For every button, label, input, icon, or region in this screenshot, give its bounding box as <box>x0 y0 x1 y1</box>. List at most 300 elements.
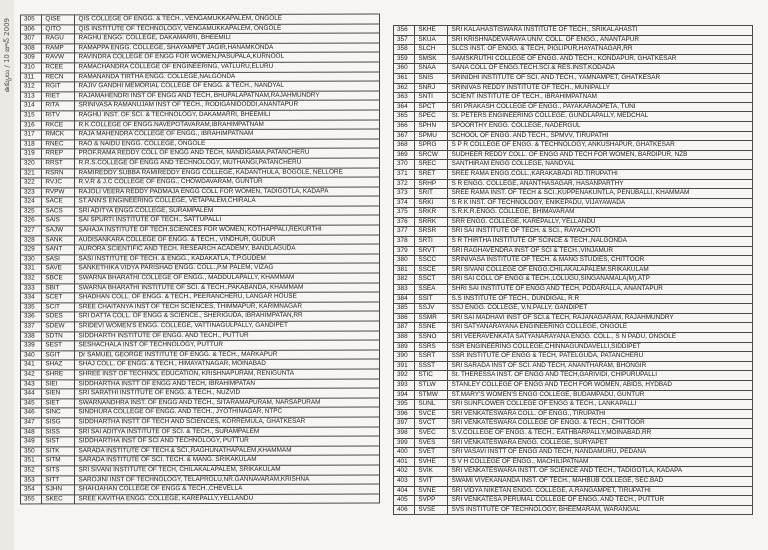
serial-number-cell: 319 <box>21 149 42 159</box>
college-code-cell: SSNO <box>415 333 448 343</box>
college-name-cell: SRI PRAKASH COLLEGE OF ENGG., PAYAKARAOPETA, TUNI <box>448 102 753 112</box>
college-code-cell: SVIK <box>415 467 448 477</box>
college-list-left <box>20 14 380 505</box>
college-name-cell: SRI VENKATESWARA COLL. OF ENGG., TIRUPATHI <box>448 409 753 419</box>
college-name-cell: SANA COLL OF ENGG.TECH.SCI.& RES.INST.KODADA <box>448 64 753 74</box>
serial-number-cell: 348 <box>21 427 42 437</box>
serial-number-cell: 322 <box>21 178 42 188</box>
serial-number-cell: 325 <box>21 207 42 217</box>
serial-number-cell: 362 <box>394 83 415 93</box>
college-code-cell: SCET <box>42 293 75 303</box>
college-code-cell: SKHE <box>415 26 448 36</box>
table-row <box>394 496 753 506</box>
college-code-cell: SNTI <box>415 93 448 103</box>
table-row <box>394 294 753 304</box>
college-name-cell: SHRI SAI INSTITUTE OF ENGG AND TECH, PODARALLA, ANANTAPUR <box>448 285 753 295</box>
college-name-cell: QIS COLLEGE OF ENGG. & TECH., VENGAMUKKAPALEM, ONGOLE <box>75 14 380 24</box>
serial-number-cell: 396 <box>394 409 415 419</box>
college-code-cell: SVET <box>415 448 448 458</box>
table-row <box>394 121 753 131</box>
table-row <box>394 428 753 438</box>
serial-number-cell: 314 <box>21 101 42 111</box>
serial-number-cell: 378 <box>394 237 415 247</box>
college-code-cell: RVPW <box>42 188 75 198</box>
college-code-cell: SRIT <box>415 189 448 199</box>
college-name-cell: SREE KAVITHA ENGG. COLLEGE, KAREPALLY,YELLANDU <box>75 494 380 504</box>
serial-number-cell: 311 <box>21 72 42 82</box>
serial-number-cell: 336 <box>21 312 42 322</box>
college-name-cell: RAMANANDA TIRTHA ENGG. COLLEGE,NALGONDA <box>75 72 380 82</box>
page-margin <box>0 0 14 550</box>
college-name-cell: ST.ANN'S ENGINEERING COLLEGE, VETAPALEM,CHIRALA <box>75 196 380 206</box>
college-name-cell: S V H COLLEGE OF ENGG., MACHILIPATNAM <box>448 457 753 467</box>
college-name-cell: SSJ ENGG. COLLEGE, V.N.PALLY, GANDIPET <box>448 304 753 314</box>
serial-number-cell: 315 <box>21 111 42 121</box>
college-name-cell: RAJOLI VEERA REDDY PADMAJA ENGG COLL FOR WOMEN, TADIGOTLA, KADAPA <box>75 187 380 197</box>
serial-number-cell: 387 <box>394 323 415 333</box>
college-name-cell: SRINIVASA INSTITUTE OF TECH. & MANG STUDIES, CHITTOOR <box>448 256 753 266</box>
college-code-cell: SIST <box>42 437 75 447</box>
serial-number-cell: 356 <box>394 26 415 36</box>
serial-number-cell: 376 <box>394 217 415 227</box>
college-code-cell: SVNE <box>415 486 448 496</box>
college-name-cell: RAGHU INST. OF SCI. & TECHNOLOGY, DAKAMARRI, BHEEMILI <box>75 110 380 120</box>
college-code-cell: SRHP <box>415 179 448 189</box>
college-code-cell: QISE <box>42 15 75 25</box>
college-name-cell: S R K INST. OF TECHNOLOGY, ENIKEPADU, VIJAYAWADA <box>448 198 753 208</box>
college-code-cell: SRKI <box>415 198 448 208</box>
college-name-cell: RAVINDRA COLLEGE OF ENGG FOR WOMEN,PASUPALA,KURNOOL <box>75 52 380 62</box>
serial-number-cell: 400 <box>394 448 415 458</box>
college-code-cell: RVJC <box>42 178 75 188</box>
college-name-cell: SRI ADITYA ENGG.COLLEGE, SURAMPALEM <box>75 206 380 216</box>
college-code-cell: SRVT <box>415 246 448 256</box>
college-code-cell: RIET <box>42 92 75 102</box>
college-code-cell: SACE <box>42 197 75 207</box>
college-name-cell: S.V.COLLEGE OF ENGG. & TECH., EATHBARPALLY,MOINABAD,RR <box>448 428 753 438</box>
table-row <box>394 352 753 362</box>
table-row <box>394 83 753 93</box>
serial-number-cell: 394 <box>394 390 415 400</box>
table-row <box>394 256 753 266</box>
college-code-cell: RREP <box>42 149 75 159</box>
serial-number-cell: 320 <box>21 159 42 169</box>
college-code-cell: SEST <box>42 341 75 351</box>
serial-number-cell: 406 <box>394 505 415 515</box>
serial-number-cell: 313 <box>21 92 42 102</box>
serial-number-cell: 383 <box>394 285 415 295</box>
serial-number-cell: 379 <box>394 246 415 256</box>
table-row <box>394 169 753 179</box>
college-name-cell: SRI SUNFLOWER COLLEGE OF ENGG & TECH., LANKAPALLI <box>448 400 753 410</box>
college-code-cell: SVCE <box>415 409 448 419</box>
college-code-cell: SVPP <box>415 496 448 506</box>
college-name-cell: SRI SAI COLL OF ENGG & TECH.,LOLUGU,SINGANAMALA(M),ATP <box>448 275 753 285</box>
college-code-cell: SDES <box>42 312 75 322</box>
serial-number-cell: 380 <box>394 256 415 266</box>
college-name-cell: SRINIVASA RAMANUJAM INST OF TECH., RODIGANIDODDI,ANANTAPUR <box>75 100 380 110</box>
serial-number-cell: 354 <box>21 485 42 495</box>
college-code-cell: SAVE <box>42 264 75 274</box>
college-code-cell: SSNE <box>415 323 448 333</box>
table-row <box>394 64 753 74</box>
college-name-cell: SRR ENGG. COLLEGE, KAREPALLY, YELLANDU <box>448 217 753 227</box>
college-name-cell: SHAHJAHAN COLLEGE OF ENGG & TECH.,CHEVELLA <box>75 484 380 494</box>
college-code-cell: SISG <box>42 418 75 428</box>
college-code-cell: SBIT <box>42 283 75 293</box>
serial-number-cell: 312 <box>21 82 42 92</box>
college-code-cell: QITO <box>42 24 75 34</box>
college-name-cell: SAI SPURTI INSTITUTE OF TECH., SATTUPALLI <box>75 215 380 225</box>
college-name-cell: SRI SAI MADHAVI INST OF SCI.& TECH, RAJANAGARAM, RAJAHMUNDRY <box>448 313 753 323</box>
table-row <box>21 168 380 179</box>
college-name-cell: R.K.COLLEGE OF ENGG.NAVEPOTAVARAM,IBRAHIMPATNAM <box>75 120 380 130</box>
serial-number-cell: 404 <box>394 486 415 496</box>
college-name-cell: St. THERESSA INST. OF ENGG AND TECH,GARIVIDI, CHIPURUPALLI <box>448 371 753 381</box>
college-code-cell: RKCE <box>42 120 75 130</box>
college-code-cell: RITV <box>42 111 75 121</box>
table-row <box>394 390 753 400</box>
college-code-cell: SRCW <box>415 150 448 160</box>
college-name-cell: SWARNA BHARATHI INSTITUTE OF SCI. & TECH.,PAKABANDA, KHAMMAM <box>75 283 380 293</box>
serial-number-cell: 374 <box>394 198 415 208</box>
college-code-cell: SAJW <box>42 226 75 236</box>
college-code-cell: SPHN <box>415 121 448 131</box>
serial-number-cell: 366 <box>394 121 415 131</box>
side-stamp: ఉక్కులు / 10 జూన్ 2009 <box>3 18 11 93</box>
serial-number-cell: 332 <box>21 274 42 284</box>
college-name-cell: SRI RAGHAVENDRA INST OF SCI & TECH.,VINJAMUR <box>448 246 753 256</box>
serial-number-cell: 401 <box>394 457 415 467</box>
table-row <box>394 131 753 141</box>
serial-number-cell: 308 <box>21 44 42 54</box>
college-name-cell: SIDDHARTHA INSTT OF ENGG AND TECH, IBRAHIMPATAN <box>75 379 380 389</box>
serial-number-cell: 338 <box>21 332 42 342</box>
serial-number-cell: 373 <box>394 189 415 199</box>
college-code-cell: SPMU <box>415 131 448 141</box>
college-name-cell: Dr SAMUEL GEORGE INSTITUTE OF ENGG. & TECH., MARKAPUR <box>75 350 380 360</box>
college-name-cell: SRI KRISHNADEVARAYA UNIV. COLL. OF ENGG., ANANTAPUR <box>448 35 753 45</box>
table-row <box>394 275 753 285</box>
college-code-cell: SITK <box>42 447 75 457</box>
serial-number-cell: 375 <box>394 208 415 218</box>
college-code-cell: RRST <box>42 159 75 169</box>
serial-number-cell: 328 <box>21 236 42 246</box>
college-name-cell: SWARNA BHARATHI COLLEGE OF ENGG., MADDULAPALLY, KHAMMAM <box>75 273 380 283</box>
college-name-cell: SRINIVAS REDDY INSTITUTE OF TECH., MUNIPALLY <box>448 83 753 93</box>
college-name-cell: SRI VEERAVENKATA SATYANARAYANA ENGG. COLL., S N PADU, ONGOLE <box>448 333 753 343</box>
college-code-cell: SSMR <box>415 313 448 323</box>
serial-number-cell: 364 <box>394 102 415 112</box>
college-name-cell: S R ENGG. COLLEGE, ANANTHASAGAR, HASANPARTHY <box>448 179 753 189</box>
college-code-cell: SISS <box>42 427 75 437</box>
college-name-cell: AURORA SCIENTIFIC AND TECH. RESEARCH ACADEMY, BANDLAGUDA <box>75 244 380 254</box>
serial-number-cell: 399 <box>394 438 415 448</box>
college-name-cell: R.R.S.COLLEGE OF ENGG AND TECHNOLOGY, MUTHANGI,PATANCHERU <box>75 158 380 168</box>
college-code-cell: SAIS <box>42 216 75 226</box>
college-code-cell: SHRE <box>42 370 75 380</box>
college-code-cell: RAVW <box>42 53 75 63</box>
serial-number-cell: 306 <box>21 25 42 35</box>
table-row <box>394 217 753 227</box>
college-code-cell: SRKR <box>415 208 448 218</box>
college-name-cell: PROF.RAMA REDDY COLL OF ENGG AND TECH, NANDIGAMA,PATANCHERU <box>75 148 380 158</box>
serial-number-cell: 389 <box>394 342 415 352</box>
table-row <box>394 35 753 45</box>
college-name-cell: STANLEY COLLEGE OF ENGG AND TECH FOR WOMEN, ABIDS, HYDBAD <box>448 380 753 390</box>
serial-number-cell: 384 <box>394 294 415 304</box>
table-row <box>394 313 753 323</box>
college-code-cell: SVES <box>415 438 448 448</box>
college-code-cell: SCIT <box>42 303 75 313</box>
serial-number-cell: 321 <box>21 168 42 178</box>
table-row <box>394 150 753 160</box>
college-code-cell: SITM <box>42 456 75 466</box>
college-code-cell: SREC <box>415 160 448 170</box>
college-code-cell: SIET <box>42 399 75 409</box>
serial-number-cell: 359 <box>394 54 415 64</box>
serial-number-cell: 377 <box>394 227 415 237</box>
serial-number-cell: 318 <box>21 140 42 150</box>
college-name-cell: SINDHURA COLLEGE OF ENGG. AND TECH., JYOTHINAGAR, NTPC <box>75 407 380 417</box>
serial-number-cell: 331 <box>21 264 42 274</box>
serial-number-cell: 372 <box>394 179 415 189</box>
college-name-cell: SRIDEVI WOMEN'S ENGG. COLLEGE, VATTINAGULPALLY, GANDIPET <box>75 321 380 331</box>
college-name-cell: S R THIRTHA INSTITUTE OF SCINCE & TECH.,NALGONDA <box>448 237 753 247</box>
college-code-cell: SLCH <box>415 45 448 55</box>
college-code-cell: SSCC <box>415 256 448 266</box>
serial-number-cell: 307 <box>21 34 42 44</box>
college-code-cell: SPRG <box>415 141 448 151</box>
table-row <box>394 112 753 122</box>
college-name-cell: SRI SAI INSTITUTE OF TECH. & SCI., RAYACHOTI <box>448 227 753 237</box>
serial-number-cell: 363 <box>394 93 415 103</box>
college-name-cell: SANTHIRAM ENGG COLLEGE, NANDYAL <box>448 160 753 170</box>
table-row <box>394 160 753 170</box>
serial-number-cell: 349 <box>21 437 42 447</box>
college-name-cell: RAGHU ENGG. COLLEGE, DAKAMARRI, BHEEMILI <box>75 33 380 43</box>
college-code-cell: RITA <box>42 101 75 111</box>
college-name-cell: SIDDHARTHA INSTT OF TECH AND SCIENCES, KORREMULA, GHATKESAR <box>75 417 380 427</box>
college-name-cell: SREE RAMA ENGG.COLL.,KARAKABADI RD.TIRUPATHI <box>448 169 753 179</box>
table-row <box>394 448 753 458</box>
college-name-cell: SRI SATYANARAYANA ENGINEERING COLLEGE, ONGOLE <box>448 323 753 333</box>
college-name-cell: SIDDHARTH INSTITUTE OF ENGG. AND TECH., PUTTUR <box>75 331 380 341</box>
college-code-cell: SDEW <box>42 322 75 332</box>
college-code-cell: SANK <box>42 235 75 245</box>
college-code-cell: RGIT <box>42 82 75 92</box>
college-code-cell: SBCE <box>42 274 75 284</box>
serial-number-cell: 369 <box>394 150 415 160</box>
serial-number-cell: 357 <box>394 35 415 45</box>
table-row <box>394 380 753 390</box>
college-name-cell: SRI SIVANI COLLEGE OF ENGG.CHILAKALAPALEM.SRIKAKULAM <box>448 265 753 275</box>
college-code-cell: SIEI <box>42 379 75 389</box>
table-row <box>394 400 753 410</box>
college-name-cell: SAROJINI INST OF TECHNOLOGY, TELAPROLU,NR.GANNAVARAM,KRISHNA <box>75 475 380 485</box>
serial-number-cell: 371 <box>394 169 415 179</box>
serial-number-cell: 388 <box>394 333 415 343</box>
college-code-cell: SVSE <box>415 505 448 515</box>
serial-number-cell: 361 <box>394 73 415 83</box>
table-row <box>394 179 753 189</box>
college-name-cell: QIS INSTITUTE OF TECHNOLOGY, VENGAMUKKAPALEM, ONGOLE <box>75 24 380 34</box>
table-row <box>21 187 380 198</box>
college-name-cell: RAMIREDDY SUBBA RAMIREDDY ENGG COLLEGE, KADANTHULA, BOGOLE, NELLORE <box>75 168 380 178</box>
serial-number-cell: 368 <box>394 141 415 151</box>
college-name-cell: SSR ENGINEERING COLLEGE,CHINNAGUNDAVELLI,SIDDIPET <box>448 342 753 352</box>
table-row <box>394 371 753 381</box>
college-name-cell: SCIENT INSTITUTE OF TECH., IBRAHIMPATNAM <box>448 93 753 103</box>
serial-number-cell: 365 <box>394 112 415 122</box>
serial-number-cell: 386 <box>394 313 415 323</box>
college-name-cell: S P R COLLEGE OF ENGG. & TECHNOLOGY, ANKUSHAPUR, GHATKESAR <box>448 141 753 151</box>
serial-number-cell: 324 <box>21 197 42 207</box>
serial-number-cell: 345 <box>21 399 42 409</box>
serial-number-cell: 335 <box>21 303 42 313</box>
serial-number-cell: 327 <box>21 226 42 236</box>
college-name-cell: R.V.R & J.C COLLEGE OF ENGG., CHOWDAVARAM, GUNTUR <box>75 177 380 187</box>
serial-number-cell: 392 <box>394 371 415 381</box>
college-name-cell: SVS INSTITUTE OF TECHNOLOGY, BHEEMARAM, WARANGAL <box>448 505 753 515</box>
college-code-cell: SRTI <box>415 237 448 247</box>
serial-number-cell: 309 <box>21 53 42 63</box>
table-row <box>394 189 753 199</box>
serial-number-cell: 395 <box>394 400 415 410</box>
college-code-cell: SKUA <box>415 35 448 45</box>
college-name-cell: SRI VENKATESWARA COLLEGE OF ENGG. & TECH., CHITTOOR <box>448 419 753 429</box>
table-row <box>394 323 753 333</box>
college-name-cell: SRI VIDYA NIKETAN ENGG. COLLEGE, A.RANGAMPET, TIRUPATHI <box>448 486 753 496</box>
college-code-cell: SRRK <box>415 217 448 227</box>
college-code-cell: SNIS <box>415 73 448 83</box>
college-code-cell: RMCK <box>42 130 75 140</box>
serial-number-cell: 381 <box>394 265 415 275</box>
serial-number-cell: 340 <box>21 351 42 361</box>
college-name-cell: SASI INSTITUTE OF TECH. & ENGG., KADAKATLA, T.P.GUDEM <box>75 254 380 264</box>
serial-number-cell: 316 <box>21 120 42 130</box>
college-code-cell: SPEC <box>415 112 448 122</box>
serial-number-cell: 358 <box>394 45 415 55</box>
college-code-cell: SRET <box>415 169 448 179</box>
table-row <box>394 467 753 477</box>
college-code-cell: SVEC <box>415 428 448 438</box>
college-name-cell: S.R.K.R.ENGG. COLLEGE, BHIMAVARAM <box>448 208 753 218</box>
table-row <box>394 73 753 83</box>
college-name-cell: SRI KALAHASTISWARA INSTITUTE OF TECH., SRIKALAHASTI <box>448 26 753 36</box>
table-row <box>394 227 753 237</box>
college-name-cell: SRI VENKATESWARA ENGG. COLLEGE, SURYAPET <box>448 438 753 448</box>
college-name-cell: SREE RAMA INST. OF TECH & SCI.,KUPPENAKUNTLA, PENUBALLI, KHAMMAM <box>448 189 753 199</box>
serial-number-cell: 347 <box>21 418 42 428</box>
college-code-cell: SITS <box>42 466 75 476</box>
serial-number-cell: 329 <box>21 245 42 255</box>
college-code-cell: SSJV <box>415 304 448 314</box>
college-code-cell: SVIT <box>415 476 448 486</box>
college-code-cell: SSRS <box>415 342 448 352</box>
college-code-cell: SINC <box>42 408 75 418</box>
college-name-cell: SRI SAI ADITYA INSTITUTE OF SCI. & TECH., SURAMPALEM <box>75 427 380 437</box>
college-name-cell: SRI DATTA COLL. OF ENGG & SCIENCE., SHERIGUDA, IBRAHIMPATAN,RR <box>75 311 380 321</box>
table-row <box>394 102 753 112</box>
college-code-cell: STIC <box>415 371 448 381</box>
college-code-cell: SSIT <box>415 294 448 304</box>
serial-number-cell: 352 <box>21 466 42 476</box>
serial-number-cell: 355 <box>21 495 42 505</box>
table-row <box>21 494 380 505</box>
college-code-cell: SGIT <box>42 351 75 361</box>
college-name-cell: S.S INSTITUTE OF TECH., DUNDIGAL, R.R <box>448 294 753 304</box>
table-row <box>394 486 753 496</box>
serial-number-cell: 398 <box>394 428 415 438</box>
college-code-cell: SACS <box>42 207 75 217</box>
college-name-cell: SHREE INST OF TECHNOL EDUCATION, KRISHNAPURAM, RENIGUNTA <box>75 369 380 379</box>
college-code-cell: SITT <box>42 475 75 485</box>
college-name-cell: RAJAMAHENDRI INST OF ENGG AND TECH, BHUPALAPATNAM,RAJAHMUNDRY <box>75 91 380 101</box>
college-code-cell: STLW <box>415 380 448 390</box>
college-name-cell: AUDISANKARA COLLEGE OF ENGG. & TECH., VINDHUR, GUDUR <box>75 235 380 245</box>
serial-number-cell: 346 <box>21 408 42 418</box>
college-name-cell: ST.MARY'S WOMEN'S ENGG COLLEGE, BUDAMPADU, GUNTUR <box>448 390 753 400</box>
college-name-cell: SRI VENKATESA PERUMAL COLLEGE OF ENGG. AND TECH., PUTTUR <box>448 496 753 506</box>
table-row <box>394 93 753 103</box>
college-name-cell: SHADHAN COLL. OF ENGG. & TECH., PEERANCHERU, LANGAR HOUSE <box>75 292 380 302</box>
college-name-cell: SWARNANDHRA INST. OF ENGG AND TECH., SITARAMAPURAM, NARSAPURAM <box>75 398 380 408</box>
serial-number-cell: 343 <box>21 379 42 389</box>
college-code-cell: RECN <box>42 72 75 82</box>
serial-number-cell: 391 <box>394 361 415 371</box>
college-code-cell: SSCT <box>415 275 448 285</box>
college-code-cell: RAGU <box>42 34 75 44</box>
table-row <box>394 237 753 247</box>
serial-number-cell: 341 <box>21 360 42 370</box>
college-name-cell: SRI VENKATESWARA INSTT. OF SCIENCE AND TECH., TADIGOTLA, KADAPA <box>448 467 753 477</box>
college-code-cell: SSCE <box>415 265 448 275</box>
table-row <box>394 457 753 467</box>
table-row <box>394 285 753 295</box>
college-name-cell: St. PETERS ENGINEERING COLLEGE, GUNDLAPALLY, MEDCHAL <box>448 112 753 122</box>
table-row <box>394 265 753 275</box>
serial-number-cell: 403 <box>394 476 415 486</box>
table-row <box>394 26 753 36</box>
college-code-cell: SSEA <box>415 285 448 295</box>
college-name-cell: SRINIDHI INSTITUTE OF SCI. AND TECH., YAMNAMPET, GHATKESAR <box>448 73 753 83</box>
serial-number-cell: 370 <box>394 160 415 170</box>
college-name-cell: SLCS INST. OF ENGG. & TECH, PIGLIPUR,HAYATNAGAR,RR <box>448 45 753 55</box>
college-code-cell: SIEN <box>42 389 75 399</box>
table-row <box>394 438 753 448</box>
college-code-cell: SDTN <box>42 331 75 341</box>
college-code-cell: SANT <box>42 245 75 255</box>
college-name-cell: RAJIV GANDHI MEMORIAL COLLEGE OF ENGG. & TECH., NANDYAL <box>75 81 380 91</box>
college-name-cell: SCHOOL OF ENGG. AND TECH., SPMVV, TIRUPATHI <box>448 131 753 141</box>
serial-number-cell: 385 <box>394 304 415 314</box>
table-row <box>394 208 753 218</box>
table-row <box>394 304 753 314</box>
table-row <box>394 476 753 486</box>
college-name-cell: SUDHEER REDDY COLL. OF ENGG AND TECH FOR WOMEN, BARDIPUR, NZB <box>448 150 753 160</box>
college-name-cell: SRI SARATHI INSTITUTE OF ENGG. & TECH., NUZVID <box>75 388 380 398</box>
college-code-cell: SMSK <box>415 54 448 64</box>
college-name-cell: SARADA INSTITUTE OF TECH.& SCI.,RAGHUNATHAPALEM,KHAMMAM <box>75 446 380 456</box>
table-row <box>394 198 753 208</box>
college-name-cell: SREE CHAITANYA INST OF TECH SCIENCES, THIMMAPUR, KARIMNAGAR <box>75 302 380 312</box>
college-code-cell: RAMP <box>42 44 75 54</box>
table-row <box>394 45 753 55</box>
serial-number-cell: 334 <box>21 293 42 303</box>
college-code-cell: SJHN <box>42 485 75 495</box>
college-name-cell: RAO & NAIDU ENGG. COLLEGE, ONGOLE <box>75 139 380 149</box>
